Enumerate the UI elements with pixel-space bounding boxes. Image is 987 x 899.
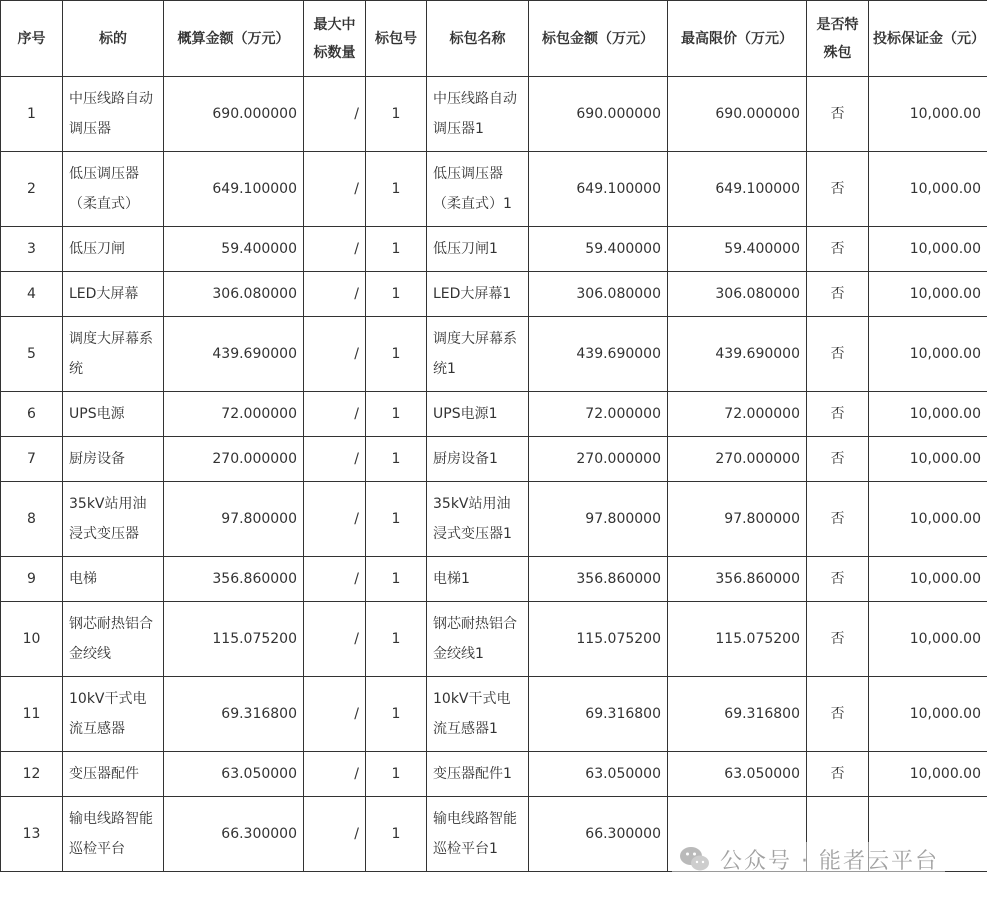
table-row bbox=[1, 557, 987, 602]
cell-pkg-no: 1 bbox=[366, 227, 427, 272]
cell-deposit: 10,000.00 bbox=[869, 557, 987, 602]
cell-budget: 59.400000 bbox=[164, 227, 304, 272]
cell-pkg-name: 厨房设备1 bbox=[427, 437, 529, 482]
table-row bbox=[1, 152, 987, 227]
header-seq: 序号 bbox=[1, 1, 63, 77]
cell-pkg-name: 35kV站用油浸式变压器1 bbox=[427, 482, 529, 557]
cell-pkg-no: 1 bbox=[366, 152, 427, 227]
cell-pkg-no: 1 bbox=[366, 317, 427, 392]
cell-max-win: / bbox=[304, 272, 366, 317]
cell-pkg-amount: 439.690000 bbox=[529, 317, 668, 392]
cell-budget: 72.000000 bbox=[164, 392, 304, 437]
cell-pkg-name: 输电线路智能巡检平台1 bbox=[427, 797, 529, 872]
cell-special: 否 bbox=[807, 77, 869, 152]
cell-seq: 11 bbox=[1, 677, 63, 752]
table-row bbox=[1, 602, 987, 677]
cell-max-price: 306.080000 bbox=[668, 272, 807, 317]
cell-pkg-no: 1 bbox=[366, 77, 427, 152]
cell-budget: 66.300000 bbox=[164, 797, 304, 872]
cell-max-price: 72.000000 bbox=[668, 392, 807, 437]
cell-pkg-no: 1 bbox=[366, 557, 427, 602]
cell-pkg-amount: 306.080000 bbox=[529, 272, 668, 317]
cell-seq: 3 bbox=[1, 227, 63, 272]
cell-max-price: 63.050000 bbox=[668, 752, 807, 797]
cell-pkg-no: 1 bbox=[366, 272, 427, 317]
cell-item: 厨房设备 bbox=[63, 437, 164, 482]
cell-deposit: 10,000.00 bbox=[869, 482, 987, 557]
cell-deposit: 10,000.00 bbox=[869, 227, 987, 272]
cell-pkg-amount: 72.000000 bbox=[529, 392, 668, 437]
cell-deposit: 10,000.00 bbox=[869, 77, 987, 152]
cell-item: 低压调压器（柔直式） bbox=[63, 152, 164, 227]
cell-pkg-name: 低压刀闸1 bbox=[427, 227, 529, 272]
cell-deposit: 10,000.00 bbox=[869, 272, 987, 317]
cell-max-price: 649.100000 bbox=[668, 152, 807, 227]
header-pkg-amount: 标包金额（万元） bbox=[529, 1, 668, 77]
cell-deposit: 10,000.00 bbox=[869, 392, 987, 437]
table-row bbox=[1, 317, 987, 392]
table-header-row bbox=[1, 1, 987, 77]
cell-budget: 690.000000 bbox=[164, 77, 304, 152]
cell-special: 否 bbox=[807, 677, 869, 752]
cell-pkg-amount: 690.000000 bbox=[529, 77, 668, 152]
cell-seq: 1 bbox=[1, 77, 63, 152]
cell-deposit: 10,000.00 bbox=[869, 602, 987, 677]
cell-max-win: / bbox=[304, 152, 366, 227]
header-max-price: 最高限价（万元） bbox=[668, 1, 807, 77]
cell-budget: 63.050000 bbox=[164, 752, 304, 797]
cell-budget: 306.080000 bbox=[164, 272, 304, 317]
cell-item: 输电线路智能巡检平台 bbox=[63, 797, 164, 872]
cell-item: 35kV站用油浸式变压器 bbox=[63, 482, 164, 557]
cell-pkg-no: 1 bbox=[366, 392, 427, 437]
cell-pkg-name: 钢芯耐热铝合金绞线1 bbox=[427, 602, 529, 677]
cell-item: LED大屏幕 bbox=[63, 272, 164, 317]
cell-pkg-no: 1 bbox=[366, 482, 427, 557]
cell-max-price: 439.690000 bbox=[668, 317, 807, 392]
cell-special: 否 bbox=[807, 437, 869, 482]
cell-seq: 8 bbox=[1, 482, 63, 557]
cell-pkg-no: 1 bbox=[366, 752, 427, 797]
cell-special: 否 bbox=[807, 317, 869, 392]
cell-budget: 69.316800 bbox=[164, 677, 304, 752]
wechat-icon bbox=[678, 842, 712, 876]
cell-pkg-amount: 69.316800 bbox=[529, 677, 668, 752]
cell-seq: 13 bbox=[1, 797, 63, 872]
cell-max-price: 270.000000 bbox=[668, 437, 807, 482]
cell-pkg-amount: 115.075200 bbox=[529, 602, 668, 677]
cell-max-win: / bbox=[304, 752, 366, 797]
cell-seq: 12 bbox=[1, 752, 63, 797]
cell-seq: 6 bbox=[1, 392, 63, 437]
cell-deposit: 10,000.00 bbox=[869, 317, 987, 392]
cell-pkg-amount: 356.860000 bbox=[529, 557, 668, 602]
cell-budget: 270.000000 bbox=[164, 437, 304, 482]
cell-budget: 356.860000 bbox=[164, 557, 304, 602]
table-row bbox=[1, 482, 987, 557]
cell-pkg-no: 1 bbox=[366, 437, 427, 482]
cell-max-price: 69.316800 bbox=[668, 677, 807, 752]
cell-item: 变压器配件 bbox=[63, 752, 164, 797]
cell-deposit: 10,000.00 bbox=[869, 752, 987, 797]
cell-seq: 7 bbox=[1, 437, 63, 482]
cell-item: 电梯 bbox=[63, 557, 164, 602]
header-special: 是否特殊包 bbox=[807, 1, 869, 77]
cell-pkg-amount: 97.800000 bbox=[529, 482, 668, 557]
cell-max-win: / bbox=[304, 482, 366, 557]
cell-max-price: 356.860000 bbox=[668, 557, 807, 602]
cell-pkg-amount: 63.050000 bbox=[529, 752, 668, 797]
cell-seq: 5 bbox=[1, 317, 63, 392]
cell-budget: 115.075200 bbox=[164, 602, 304, 677]
table-row bbox=[1, 272, 987, 317]
cell-max-win: / bbox=[304, 437, 366, 482]
cell-pkg-amount: 66.300000 bbox=[529, 797, 668, 872]
cell-seq: 2 bbox=[1, 152, 63, 227]
cell-special: 否 bbox=[807, 392, 869, 437]
cell-budget: 649.100000 bbox=[164, 152, 304, 227]
table-row bbox=[1, 227, 987, 272]
watermark bbox=[672, 842, 945, 876]
cell-item: 调度大屏幕系统 bbox=[63, 317, 164, 392]
cell-max-win: / bbox=[304, 677, 366, 752]
cell-max-win: / bbox=[304, 227, 366, 272]
cell-max-win: / bbox=[304, 392, 366, 437]
cell-pkg-name: LED大屏幕1 bbox=[427, 272, 529, 317]
cell-pkg-no: 1 bbox=[366, 677, 427, 752]
table-row bbox=[1, 392, 987, 437]
cell-budget: 97.800000 bbox=[164, 482, 304, 557]
watermark-text: 公众号 · 能者云平台 bbox=[720, 848, 939, 874]
cell-max-price: 97.800000 bbox=[668, 482, 807, 557]
header-budget: 概算金额（万元） bbox=[164, 1, 304, 77]
cell-budget: 439.690000 bbox=[164, 317, 304, 392]
cell-pkg-name: 变压器配件1 bbox=[427, 752, 529, 797]
cell-max-win: / bbox=[304, 797, 366, 872]
cell-special: 否 bbox=[807, 602, 869, 677]
table-row bbox=[1, 752, 987, 797]
cell-pkg-amount: 270.000000 bbox=[529, 437, 668, 482]
cell-deposit: 10,000.00 bbox=[869, 152, 987, 227]
cell-pkg-name: 低压调压器（柔直式）1 bbox=[427, 152, 529, 227]
cell-deposit: 10,000.00 bbox=[869, 437, 987, 482]
cell-max-win: / bbox=[304, 557, 366, 602]
table-row bbox=[1, 677, 987, 752]
cell-pkg-amount: 59.400000 bbox=[529, 227, 668, 272]
header-pkg-name: 标包名称 bbox=[427, 1, 529, 77]
header-pkg-no: 标包号 bbox=[366, 1, 427, 77]
cell-item: 低压刀闸 bbox=[63, 227, 164, 272]
cell-item: 中压线路自动调压器 bbox=[63, 77, 164, 152]
cell-special: 否 bbox=[807, 482, 869, 557]
cell-special: 否 bbox=[807, 272, 869, 317]
cell-item: UPS电源 bbox=[63, 392, 164, 437]
cell-max-win: / bbox=[304, 602, 366, 677]
cell-special: 否 bbox=[807, 227, 869, 272]
cell-max-price: 59.400000 bbox=[668, 227, 807, 272]
table-row bbox=[1, 437, 987, 482]
cell-max-price: 690.000000 bbox=[668, 77, 807, 152]
cell-pkg-name: 中压线路自动调压器1 bbox=[427, 77, 529, 152]
cell-max-win: / bbox=[304, 317, 366, 392]
cell-deposit: 10,000.00 bbox=[869, 677, 987, 752]
cell-pkg-no: 1 bbox=[366, 797, 427, 872]
cell-pkg-name: 调度大屏幕系统1 bbox=[427, 317, 529, 392]
cell-seq: 4 bbox=[1, 272, 63, 317]
cell-seq: 10 bbox=[1, 602, 63, 677]
cell-special: 否 bbox=[807, 152, 869, 227]
cell-item: 钢芯耐热铝合金绞线 bbox=[63, 602, 164, 677]
table-row bbox=[1, 77, 987, 152]
header-deposit: 投标保证金（元） bbox=[869, 1, 987, 77]
cell-pkg-no: 1 bbox=[366, 602, 427, 677]
cell-max-price: 115.075200 bbox=[668, 602, 807, 677]
cell-pkg-amount: 649.100000 bbox=[529, 152, 668, 227]
cell-pkg-name: UPS电源1 bbox=[427, 392, 529, 437]
header-item: 标的 bbox=[63, 1, 164, 77]
cell-special: 否 bbox=[807, 557, 869, 602]
cell-seq: 9 bbox=[1, 557, 63, 602]
cell-item: 10kV干式电流互感器 bbox=[63, 677, 164, 752]
cell-max-win: / bbox=[304, 77, 366, 152]
cell-pkg-name: 电梯1 bbox=[427, 557, 529, 602]
table-body bbox=[1, 77, 987, 872]
header-max-win: 最大中标数量 bbox=[304, 1, 366, 77]
cell-pkg-name: 10kV干式电流互感器1 bbox=[427, 677, 529, 752]
cell-special: 否 bbox=[807, 752, 869, 797]
